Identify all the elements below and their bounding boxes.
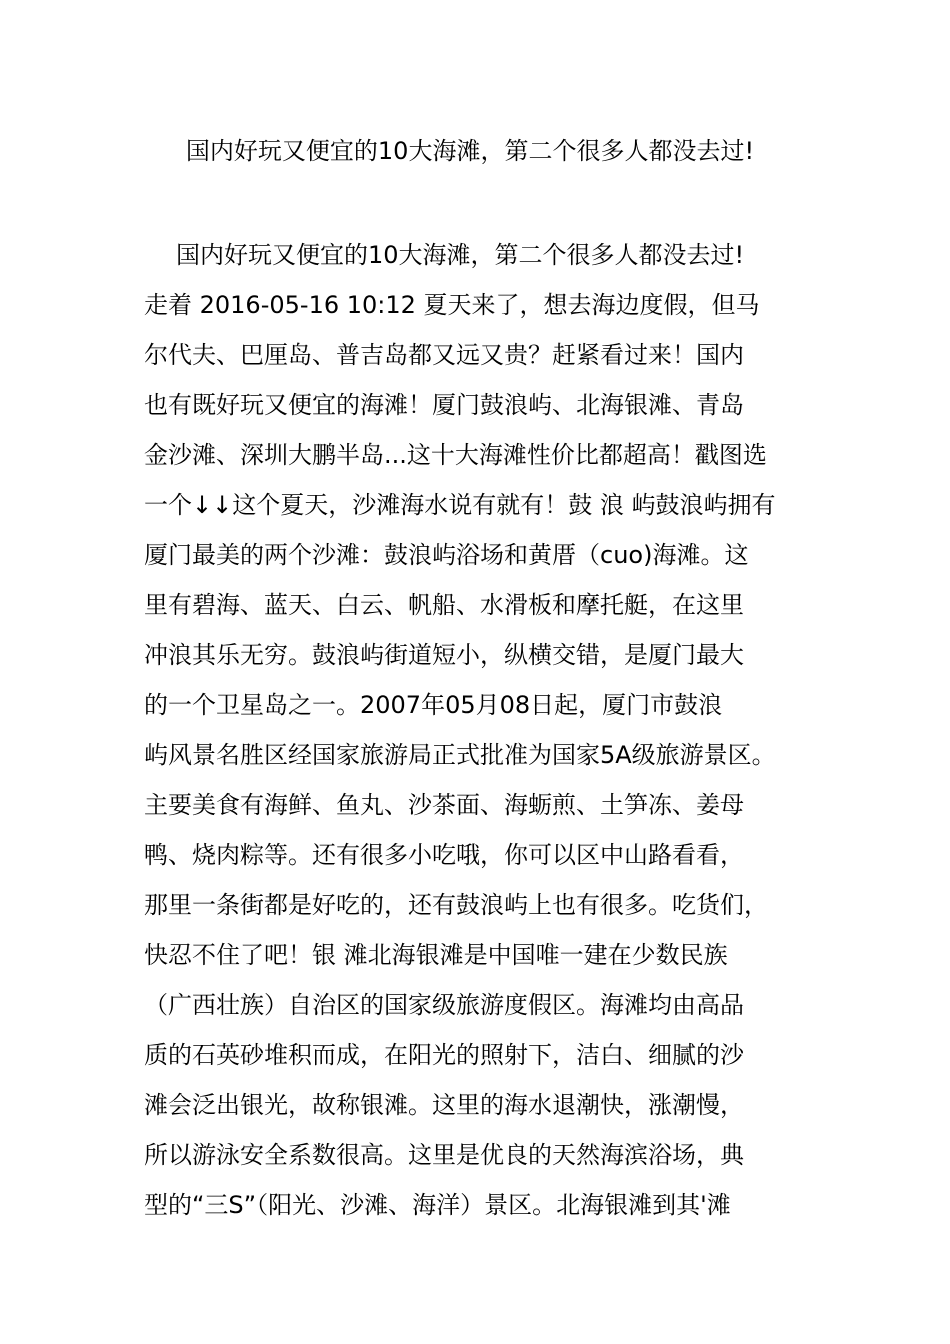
body-line: 所以游泳安全系数很高。这里是优良的天然海滨浴场，典 [144,1141,744,1169]
body-line: 走着 2016-05-16 10:12 夏天来了，想去海边度假，但马 [144,291,760,319]
body-line: 主要美食有海鲜、鱼丸、沙茶面、海蛎煎、土笋冻、姜母 [144,791,744,819]
body-line: 屿风景名胜区经国家旅游局正式批准为国家5A级旅游景区。 [144,741,776,769]
body-line: 的一个卫星岛之一。2007年05月08日起，厦门市鼓浪 [144,691,723,719]
document-body [144,230,864,1230]
document-title: 国内好玩又便宜的10大海滩，第二个很多人都没去过! [185,137,755,165]
body-line: 尔代夫、巴厘岛、普吉岛都又远又贵？赶紧看过来！国内 [144,341,744,369]
body-line: 金沙滩、深圳大鹏半岛...这十大海滩性价比都超高！戳图选 [144,441,767,469]
body-line: 那里一条街都是好吃的，还有鼓浪屿上也有很多。吃货们， [144,891,768,919]
body-line: 国内好玩又便宜的10大海滩，第二个很多人都没去过! [176,241,745,269]
body-line: 快忍不住了吧！银 滩北海银滩是中国唯一建在少数民族 [144,941,728,969]
body-line: 里有碧海、蓝天、白云、帆船、水滑板和摩托艇，在这里 [144,591,744,619]
body-line: 滩会泛出银光，故称银滩。这里的海水退潮快，涨潮慢， [144,1091,744,1119]
body-line: 型的“三S”（阳光、沙滩、海洋）景区。北海银滩到其'滩 [144,1191,731,1219]
body-line: （广西壮族）自治区的国家级旅游度假区。海滩均由高品 [144,991,744,1019]
body-line: 冲浪其乐无穷。鼓浪屿街道短小，纵横交错，是厦门最大 [144,641,744,669]
body-line: 也有既好玩又便宜的海滩！厦门鼓浪屿、北海银滩、青岛 [144,391,744,419]
body-line: 厦门最美的两个沙滩：鼓浪屿浴场和黄厝（cuo)海滩。这 [144,541,749,569]
body-line: 一个↓↓这个夏天，沙滩海水说有就有！鼓 浪 屿鼓浪屿拥有 [144,491,776,519]
body-line: 鸭、烧肉粽等。还有很多小吃哦，你可以区中山路看看， [144,841,744,869]
body-line: 质的石英砂堆积而成，在阳光的照射下，洁白、细腻的沙 [144,1041,744,1069]
